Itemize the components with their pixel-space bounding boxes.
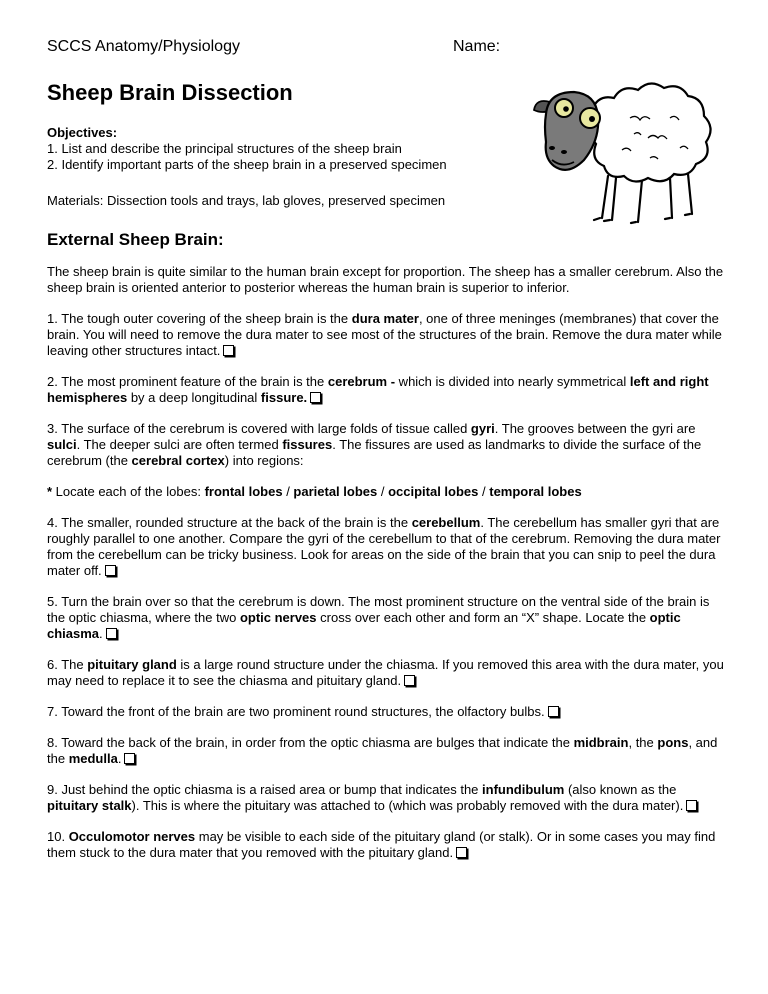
lobes-line: * Locate each of the lobes: frontal lobes / parietal lobes / occipital lobes / temporal lobes [47, 484, 582, 499]
step-10: 10. Occulomotor nerves may be visible to each side of the pituitary gland (or stalk). Or in some cases you may find them stuck to the dura mater that you removed with the pituitary gland. [47, 829, 716, 860]
instructions-body [47, 264, 727, 876]
page-title: Sheep Brain Dissection [47, 80, 293, 105]
step-7: 7. Toward the front of the brain are two prominent round structures, the olfactory bulbs. [47, 704, 727, 720]
sheep-illustration [530, 68, 730, 228]
course-name: SCCS Anatomy/Physiology [47, 38, 240, 55]
objectives [47, 125, 447, 173]
checkbox-icon [404, 675, 415, 686]
objective-item: 2. Identify important parts of the sheep brain in a preserved specimen [47, 157, 447, 172]
name-field-label: Name: [453, 38, 501, 55]
objectives-label: Objectives: [47, 125, 118, 140]
checkbox-icon [310, 392, 321, 403]
checkbox-icon [456, 847, 467, 858]
step-6: 6. The pituitary gland is a large round structure under the chiasma. If you removed this area with the dura mater, you may need to replace it to see the chiasma and pituitary gland. [47, 657, 724, 688]
checkbox-icon [105, 565, 116, 576]
step-5: 5. Turn the brain over so that the cerebrum is down. The most prominent structure on the ventral side of the brain is the optic chiasma, where the two optic nerves cross over each other and form an “X” shape. Locate the optic chiasma. [47, 594, 710, 641]
step-4: 4. The smaller, rounded structure at the back of the brain is the cerebellum. The cerebellum has smaller gyri that are roughly parallel to one another. Compare the gyri of the cerebellum to that of the cerebrum. Removing the dura mater from the cerebellum can be tricky business. Look for areas on the side of the brain that you can snip to peel the dura mater off. [47, 515, 721, 578]
checkbox-icon [548, 706, 559, 717]
checkbox-icon [223, 345, 234, 356]
step-9: 9. Just behind the optic chiasma is a raised area or bump that indicates the infundibulum (also known as the pituitary stalk). This is where the pituitary was attached to (which was probably removed with the dura mater). [47, 782, 727, 814]
objective-item: 1. List and describe the principal structures of the sheep brain [47, 141, 402, 156]
step-3: 3. The surface of the cerebrum is covered with large folds of tissue called gyri. The grooves between the gyri are sulci. The deeper sulci are often termed fissures. The fissures are used as landmarks to divide the surface of the cerebrum (the cerebral cortex) into regions: [47, 421, 702, 468]
section-title: External Sheep Brain: [47, 230, 224, 249]
step-1: 1. The tough outer covering of the sheep brain is the dura mater, one of three meninges (membranes) that cover the brain. You will need to remove the dura mater to see most of the structures of the brain. Remove the dura mater while leaving other structures intact. [47, 311, 722, 358]
intro-paragraph: The sheep brain is quite similar to the human brain except for proportion. The sheep has a smaller cerebrum. Also the sheep brain is oriented anterior to posterior whereas the human brain is superior to inferior. [47, 264, 724, 295]
step-8: 8. Toward the back of the brain, in order from the optic chiasma are bulges that indicate the midbrain, the pons, and the medulla. [47, 735, 718, 766]
materials: Materials: Dissection tools and trays, lab gloves, preserved specimen [47, 193, 446, 208]
checkbox-icon [686, 800, 697, 811]
checkbox-icon [124, 753, 135, 764]
sheep-body [589, 83, 711, 181]
checkbox-icon [106, 628, 117, 639]
step-2: 2. The most prominent feature of the brain is the cerebrum - which is divided into nearly symmetrical left and right hemispheres by a deep longitudinal fissure. [47, 374, 709, 405]
